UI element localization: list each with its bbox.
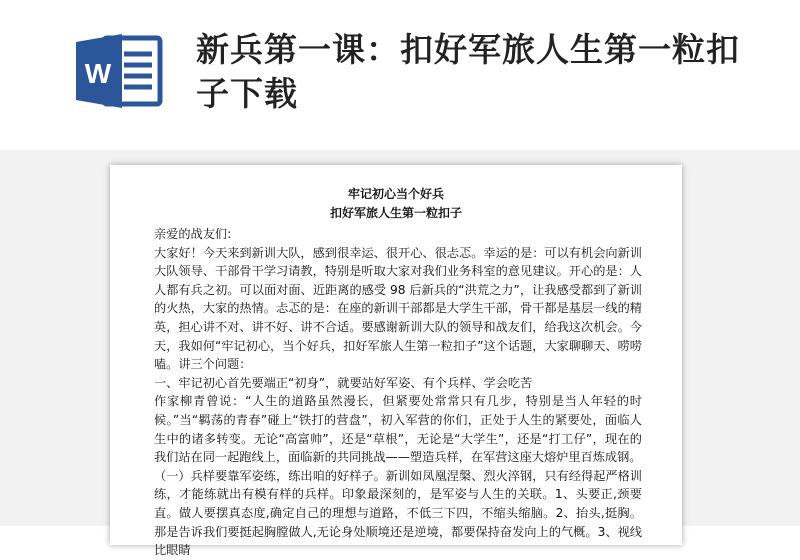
word-icon-letter: W: [84, 58, 112, 89]
paragraph: 大家好！今天来到新训大队，感到很幸运、很开心、很忐忑。幸运的是：可以有机会向新训大队领导、干部骨干学习请教，特别是听取大家对我们业务科室的意见建议。开心的是：人人都有兵之初。可以面对面、近距离的感受 98 后新兵的“洪荒之力”，让我感受都到了新训的火热，大家的热情。忐忑的是：在座的新训干部都是大学生干部，骨干都是基层一线的精英，担心讲不对、讲不好、讲不合适。要感谢新训大队的领导和战友们，给我这次机会。今天，我如何“牢记初心，当个好兵，扣好军旅人生第一粒扣子”这个话题，大家聊聊天、唠唠嗑。讲三个问题：: [154, 245, 642, 372]
document-subheading: 扣好军旅人生第一粒扣子: [329, 206, 462, 220]
word-icon: [76, 32, 164, 110]
paragraph: 一、牢记初心首先要端正“初身”，就要站好军姿、有个兵样、学会吃苦: [154, 375, 533, 390]
paragraph: 亲爱的战友们:: [154, 227, 232, 241]
document-page: [110, 165, 682, 558]
document-heading: 牢记初心当个好兵: [347, 187, 444, 201]
paragraph: 作家柳青曾说：“人生的道路虽然漫长，但紧要处常常只有几步，特别是当人年轻的时候。”当“羁荡的青春”碰上“铁打的营盘”，初入军营的你们，正处于人生的紧要处，面临人生中的诸多转变。无论“高富帅”，还是“草根”，无论是“大学生”，还是“打工仔”，现在的我们站在同一起跑线上，面临新的共同挑战——塑造兵样，在军营这座大熔炉里百炼成钢。: [154, 394, 642, 465]
page-title: 新兵第一课：扣好军旅人生第一粒扣子下载: [196, 30, 740, 113]
document-body: [110, 225, 682, 560]
paragraph: （一）兵样要靠军姿练，练出咱的好样子。新训如凤凰涅槃、烈火淬钢，只有经得起严格训练，才能练就出有模有样的兵样。印象最深刻的，是军姿与人生的关联。1、头要正,颈要直。做人要摆真态度,确定自己的理想与道路，不低三下四，不缩头缩脑。2、抬头,挺胸。那是告诉我们要挺起胸膛做人,无论身处顺境还是逆境，都要保持奋发向上的气概。3、视线比眼睛: [154, 468, 642, 558]
header-banner: [0, 0, 800, 150]
